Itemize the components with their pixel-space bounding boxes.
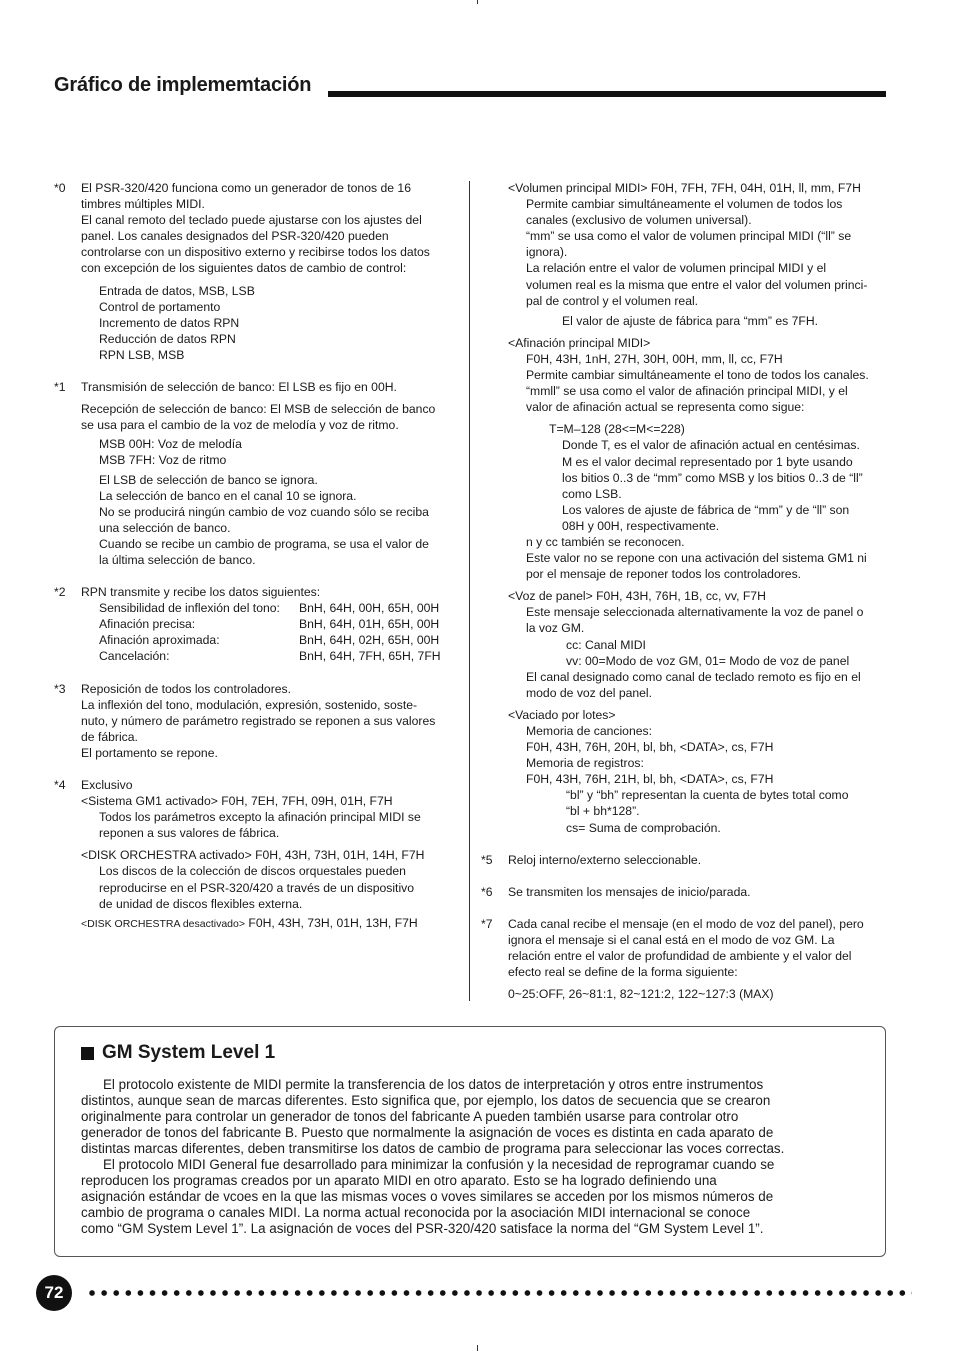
note-line: La relación entre el valor de volumen principal MIDI y el <box>526 261 827 276</box>
gm-line: distintas marcas diferentes, deben transmitirse los datos de cambio de programa para seleccionar las voces correctas. <box>81 1141 785 1156</box>
gm-body <box>81 1077 871 1237</box>
note-4 <box>54 777 464 932</box>
note-line: M es el valor decimal representado por 1 byte usando <box>562 454 853 469</box>
left-column <box>54 180 464 932</box>
note-line: La selección de banco en el canal 10 se ignora. <box>99 488 357 503</box>
note-line: como LSB. <box>562 486 622 501</box>
note-number: *0 <box>54 181 66 195</box>
note-line: relación entre el valor de profundidad de ambiente y el valor del <box>508 949 852 964</box>
note-line: <Sistema GM1 activado> F0H, 7EH, 7FH, 09H, 01H, F7H <box>81 794 393 809</box>
note-line: El LSB de selección de banco se ignora. <box>99 472 318 487</box>
gm-line: generador de tonos del fabricante B. Puesto que normalmente la asignación de voces es distinta en cada aparato de <box>81 1125 774 1140</box>
note-line: “bl + bh*128”. <box>566 804 640 819</box>
list-item: Reducción de datos RPN <box>99 331 236 346</box>
note-line: 0~25:OFF, 26~81:1, 82~121:2, 122~127:3 (MAX) <box>508 987 774 1002</box>
bulk-dump <box>481 707 891 836</box>
note-line: reponen a sus valores de fábrica. <box>99 826 280 841</box>
gm-line: originalmente para controlar un generador de tonos del fabricante A pueden también usarse para controlar otro <box>81 1109 739 1124</box>
note-line: n y cc también se reconocen. <box>526 534 685 549</box>
list-item: Entrada de datos, MSB, LSB <box>99 283 255 298</box>
note-0 <box>54 180 464 363</box>
note-line: cc: Canal MIDI <box>566 637 646 652</box>
note-line: 08H y 00H, respectivamente. <box>562 518 720 533</box>
note-line: <DISK ORCHESTRA activado> F0H, 43H, 73H, 01H, 14H, F7H <box>81 848 425 863</box>
note-number: *7 <box>481 916 493 931</box>
note-line: <Volumen principal MIDI> F0H, 7FH, 7FH, 04H, 01H, ll, mm, F7H <box>508 181 861 195</box>
note-line: Permite cambiar simultáneamente el volumen de todos los <box>526 197 843 212</box>
note-number: *1 <box>54 380 66 395</box>
note-line: los bitios 0..3 de “mm” como MSB y los bitios 0..3 de “ll” <box>562 470 863 485</box>
gm-line: reproducen los programas creados por un aparato MIDI en otro aparato. Esto se ha logrado definiendo una <box>81 1173 717 1188</box>
gm-line: El protocolo MIDI General fue desarrollado para minimizar la confusión y la necesidad de reprogramar cuando se <box>103 1157 775 1172</box>
rpn-row: Afinación aproximada: BnH, 64H, 02H, 65H, 00H <box>99 633 440 648</box>
note-line: Los discos de la colección de discos orquestales pueden <box>99 864 406 879</box>
note-line: El valor de ajuste de fábrica para “mm” es 7FH. <box>562 313 819 328</box>
crop-mark-bottom <box>477 1345 478 1351</box>
gm-system-box <box>54 1026 886 1257</box>
note-line: nuto, y número de parámetro registrado se reponen a sus valores <box>81 713 436 728</box>
panel-voice <box>481 588 891 701</box>
note-number: *3 <box>54 681 66 696</box>
note-line: panel. Los canales designados del PSR-320/420 pueden <box>81 229 389 244</box>
note-line: Este mensaje seleccionada alternativamente la voz de panel o <box>526 605 864 620</box>
note-line: Permite cambiar simultáneamente el tono de todos los canales. <box>526 368 869 383</box>
note-line: con excepción de los siguientes datos de cambio de control: <box>81 261 407 276</box>
note-line: volumen real es la misma que entre el valor del volumen princi- <box>526 277 868 292</box>
note-line: controlarse con un dispositivo externo y recibirse todos los datos <box>81 245 430 260</box>
note-line: valor de afinación actual se representa como sigue: <box>526 400 805 415</box>
note-line: modo de voz del panel. <box>526 685 653 700</box>
gm-line: cambio de programa o canales MIDI. La norma actual reconocida por la asociación MIDI internacional se conoce <box>81 1205 751 1220</box>
note-line: “mmll” se usa como el valor de afinación principal MIDI, y el <box>526 384 848 399</box>
list-item: Incremento de datos RPN <box>99 315 240 330</box>
note-line: <Voz de panel> F0H, 43H, 76H, 1B, cc, vv, F7H <box>508 589 766 604</box>
note-line: <Vaciado por lotes> <box>508 707 616 722</box>
note-line: Todos los parámetros excepto la afinación principal MIDI se <box>99 810 421 825</box>
note-number: *5 <box>481 852 493 867</box>
note-line: <DISK ORCHESTRA desactivado> F0H, 43H, 73H, 01H, 13H, F7H <box>81 915 418 930</box>
note-line: reproducirse en el PSR-320/420 a través de un dispositivo <box>99 880 415 895</box>
gm-line: El protocolo existente de MIDI permite la transferencia de los datos de interpretación y otros entre instrumentos <box>103 1077 764 1092</box>
dotted-rule <box>86 1288 912 1298</box>
gm-line: como “GM System Level 1”. La asignación de voces del PSR-320/420 satisface la norma del “GM System Level 1”. <box>81 1221 764 1236</box>
gm-title-text: GM System Level 1 <box>102 1042 276 1063</box>
right-column <box>481 180 891 1002</box>
note-number: *2 <box>54 585 66 600</box>
column-divider <box>469 181 470 1001</box>
note-line: Memoria de canciones: <box>526 724 652 738</box>
note-1 <box>54 379 464 568</box>
gm-title <box>81 1042 275 1064</box>
note-line: Exclusivo <box>81 778 133 792</box>
note-line: El PSR-320/420 funciona como un generador de tonos de 16 <box>81 181 411 195</box>
note-line: MSB 7FH: Voz de ritmo <box>99 453 227 468</box>
note-line: El canal designado como canal de teclado remoto es fijo en el <box>526 669 861 684</box>
crop-mark-top <box>477 0 478 4</box>
note-line: timbres múltiples MIDI. <box>81 197 205 212</box>
note-line: No se producirá ningún cambio de voz cuando sólo se reciba <box>99 504 429 519</box>
note-line: por el mensaje de reponer todos los controladores. <box>526 567 802 582</box>
rpn-row: Sensibilidad de inflexión del tono: BnH, 64H, 00H, 65H, 00H <box>99 601 440 616</box>
page-title: Gráfico de implememtación <box>54 74 312 96</box>
note-line: de unidad de discos flexibles externa. <box>99 896 303 911</box>
note-line: Reposición de todos los controladores. <box>81 681 292 696</box>
note-line: MSB 00H: Voz de melodía <box>99 437 242 452</box>
note-2 <box>54 584 464 664</box>
note-line: Este valor no se repone con una activación del sistema GM1 ni <box>526 551 867 566</box>
list-item: Control de portamento <box>99 299 221 314</box>
note-line: El canal remoto del teclado puede ajustarse con los ajustes del <box>81 213 422 228</box>
note-line: Se transmiten los mensajes de inicio/parada. <box>508 884 751 899</box>
note-line: la voz GM. <box>526 621 585 636</box>
note-6 <box>481 884 891 900</box>
note-line: Los valores de ajuste de fábrica de “mm” y de “ll” son <box>562 502 850 517</box>
note-line: cs= Suma de comprobación. <box>566 820 721 835</box>
note-line: pal de control y el volumen real. <box>526 293 699 308</box>
note-line: F0H, 43H, 1nH, 27H, 30H, 00H, mm, ll, cc, F7H <box>526 351 783 366</box>
note-line: “mm” se usa como el valor de volumen principal MIDI (“ll” se <box>526 229 852 244</box>
note-line: Memoria de registros: <box>526 756 644 771</box>
note-line: F0H, 43H, 76H, 20H, bl, bh, <DATA>, cs, F7H <box>526 740 774 755</box>
note-line: efecto real se define de la forma siguiente: <box>508 965 738 980</box>
gm-line: distintos, aunque sean de marcas diferentes. Esto significa que, por ejemplo, los datos de secuencia que se crearon <box>81 1093 771 1108</box>
note-line: de fábrica. <box>81 729 138 744</box>
note-line: vv: 00=Modo de voz GM, 01= Modo de voz de panel <box>566 653 850 668</box>
note-line: una selección de banco. <box>99 520 231 535</box>
note-line: Cada canal recibe el mensaje (en el modo de voz del panel), pero <box>508 916 864 931</box>
note-line: F0H, 43H, 76H, 21H, bl, bh, <DATA>, cs, F7H <box>526 772 774 787</box>
note-3 <box>54 681 464 761</box>
note-number: *4 <box>54 778 66 792</box>
rpn-row: Cancelación: BnH, 64H, 7FH, 65H, 7FH <box>99 649 441 664</box>
note-line: T=M–128 (28<=M<=228) <box>549 422 685 437</box>
list-item: RPN LSB, MSB <box>99 347 185 362</box>
master-volume <box>481 180 891 329</box>
note-number: *6 <box>481 884 493 899</box>
gm-line: asignación estándar de vcoes en la que las mismas voces o voves similares se acceden por los mismos números de <box>81 1189 774 1204</box>
note-line: “bl” y “bh” representan la cuenta de bytes total como <box>566 788 849 803</box>
note-line: se usa para el cambio de la voz de melodía y voz de ritmo. <box>81 418 399 433</box>
note-7 <box>481 916 891 1002</box>
note-line: Reloj interno/externo seleccionable. <box>508 852 702 867</box>
note-line: Transmisión de selección de banco: El LSB es fijo en 00H. <box>81 380 397 395</box>
note-5 <box>481 852 891 868</box>
note-line: <Afinación principal MIDI> <box>508 335 651 350</box>
square-bullet-icon <box>81 1047 94 1060</box>
note-line: La inflexión del tono, modulación, expresión, sostenido, soste- <box>81 697 418 712</box>
note-line: la última selección de banco. <box>99 552 256 567</box>
note-line: El portamento se repone. <box>81 745 218 760</box>
page-number: 72 <box>36 1275 72 1311</box>
note-line: Donde T, es el valor de afinación actual en centésimas. <box>562 438 860 453</box>
title-rule <box>328 91 886 97</box>
master-tuning <box>481 335 891 582</box>
note-line: Recepción de selección de banco: El MSB de selección de banco <box>81 402 436 417</box>
note-line: RPN transmite y recibe los datos siguientes: <box>81 585 321 600</box>
note-line: Cuando se recibe un cambio de programa, se usa el valor de <box>99 536 429 551</box>
note-line: ignora el mensaje si el canal está en el modo de voz GM. La <box>508 932 835 947</box>
rpn-row: Afinación precisa: BnH, 64H, 01H, 65H, 00H <box>99 617 440 632</box>
note-line: canales (exclusivo de volumen universal). <box>526 213 752 228</box>
note-line: ignora). <box>526 245 568 260</box>
